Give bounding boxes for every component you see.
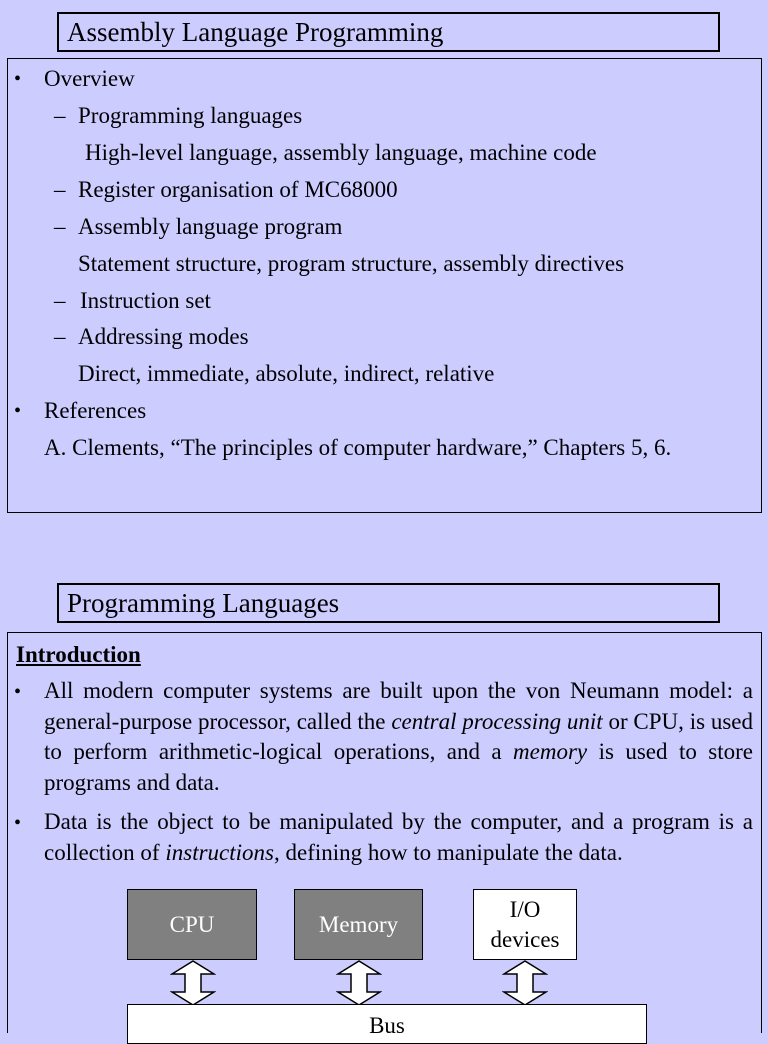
bullet-marker: •	[14, 812, 22, 834]
outline-subitem-addressing-modes: Addressing modes	[78, 324, 249, 349]
paragraph-text: Data is the object to be manipulated by the computer, and a program is a collection of	[44, 809, 753, 865]
io-devices-block	[473, 889, 577, 960]
section-heading-introduction: Introduction	[16, 642, 141, 667]
double-arrow-icon	[336, 960, 382, 1006]
outline-subitem-register-organisation: Register organisation of MC68000	[78, 177, 398, 202]
paragraph-text: is used to store programs and data.	[44, 739, 753, 795]
bullet-marker: •	[14, 681, 22, 703]
introduction-content-box	[7, 632, 762, 1033]
outline-detail-program-structure: Statement structure, program structure, assembly directives	[78, 251, 625, 276]
cpu-label: CPU	[169, 911, 215, 937]
memory-block	[294, 889, 423, 960]
double-arrow-icon	[170, 960, 216, 1006]
io-label-line1: I/O	[509, 896, 541, 922]
paragraph-text: , defining how to manipulate the data.	[273, 839, 623, 865]
cpu-block	[127, 889, 257, 960]
bullet-marker: •	[14, 400, 22, 422]
outline-subitem-assembly-program: Assembly language program	[78, 214, 343, 239]
paragraph-data-program	[44, 807, 753, 868]
outline-detail-language-levels: High-level language, assembly language, machine code	[85, 140, 597, 165]
emphasis-instructions: instructions	[165, 839, 274, 865]
slide-title-programming-languages	[57, 583, 720, 623]
paragraph-text: All modern computer systems are built upon the von Neumann model: a general-purpose processor, called the	[44, 678, 753, 734]
bullet-marker: •	[14, 68, 22, 90]
slide-title-assembly	[57, 12, 720, 52]
dash-marker: –	[54, 324, 66, 349]
outline-subitem-instruction-set: Instruction set	[80, 288, 211, 313]
bus-block	[127, 1004, 647, 1044]
outline-detail-addressing-types: Direct, immediate, absolute, indirect, relative	[78, 361, 495, 386]
dash-marker: –	[54, 288, 66, 313]
bus-label: Bus	[369, 1013, 405, 1038]
slide-title-text: Programming Languages	[67, 588, 340, 618]
outline-subitem-programming-languages: Programming languages	[78, 103, 303, 128]
outline-item-overview: Overview	[44, 66, 135, 91]
reference-citation: A. Clements, “The principles of computer hardware,” Chapters 5, 6.	[44, 435, 672, 460]
memory-label: Memory	[318, 911, 399, 937]
paragraph-von-neumann	[44, 676, 753, 798]
outline-item-references: References	[44, 398, 147, 423]
io-label-line2: devices	[490, 926, 560, 952]
dash-marker: –	[54, 214, 66, 239]
overview-content-box	[7, 58, 762, 513]
paragraph-text: or CPU, is used to perform arithmetic-logical operations, and a	[44, 708, 754, 764]
slide-title-text: Assembly Language Programming	[67, 17, 444, 47]
dash-marker: –	[54, 103, 66, 128]
emphasis-memory: memory	[513, 739, 588, 764]
emphasis-cpu: central processing unit	[391, 708, 603, 734]
dash-marker: –	[54, 177, 66, 202]
double-arrow-icon	[502, 960, 548, 1006]
